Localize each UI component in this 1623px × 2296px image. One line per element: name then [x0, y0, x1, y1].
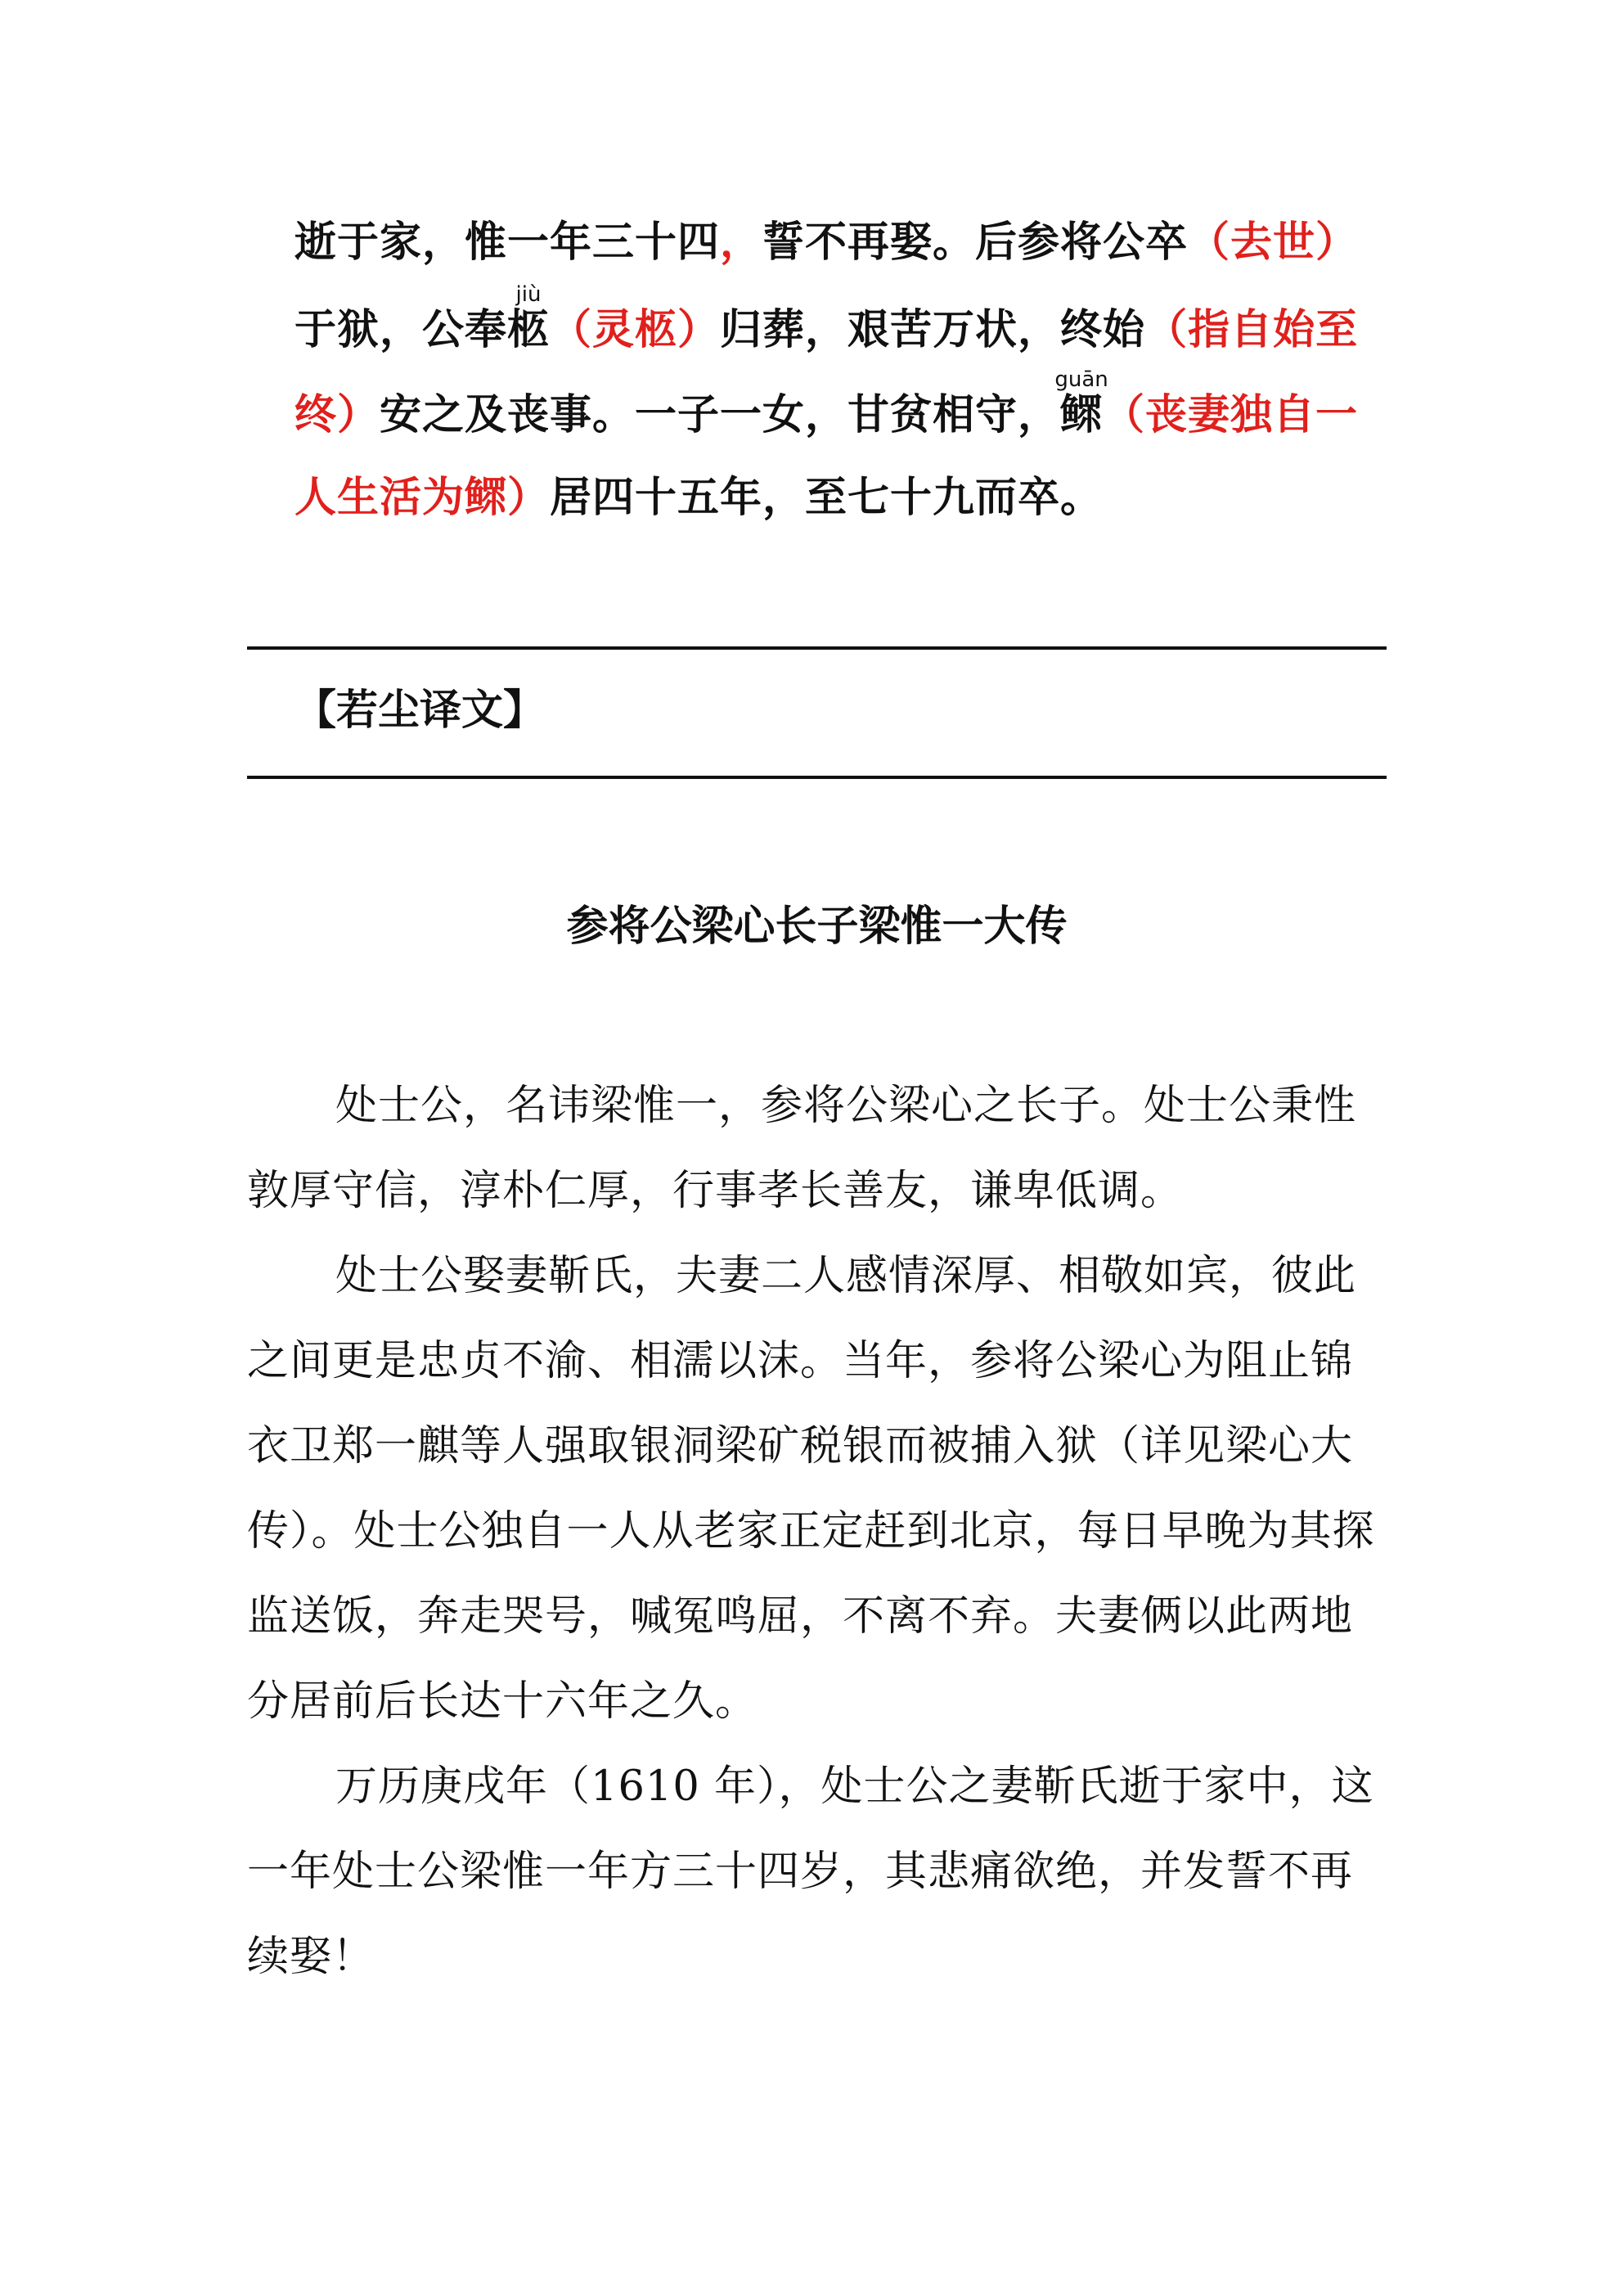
section-title: 【若尘译文】: [294, 686, 546, 735]
gloss-annotation: （去世）: [1188, 218, 1359, 267]
annotation-line: 人生活为鳏）居四十五年，至七十九而卒。: [294, 473, 1104, 522]
pinyin-ruby: 鳏guān: [1054, 367, 1108, 439]
paragraph: 处士公娶妻靳氏，夫妻二人感情深厚、相敬如宾，彼此之间更是忠贞不渝、相濡以沫。当年，参将公梁心为阻止锦衣卫郑一麒等人强取银洞梁矿税银而被捕入狱（详见梁心大传）。处士公独自一人从老家正定赶到北京，每日早晚为其探监送饭，奔走哭号，喊冤鸣屈，不离不弃。夫妻俩以此两地分居前后长达十六年之久。: [247, 1252, 1375, 1726]
gloss-annotation: 终）: [294, 390, 380, 439]
gloss-annotation: （指自始至: [1145, 305, 1359, 354]
paragraph: 处士公，名讳梁惟一，参将公梁心之长子。处士公秉性敦厚守信，淳朴仁厚，行事孝长善友，谦卑低调。: [247, 1082, 1357, 1215]
section-divider-top: [247, 646, 1387, 650]
pinyin-ruby: 柩jiù: [507, 282, 551, 354]
section-divider-bottom: [247, 776, 1387, 779]
article-title: 参将公梁心长子梁惟一大传: [566, 902, 1068, 951]
gloss-annotation: 人生活为鳏）: [294, 473, 551, 522]
annotation-line: 于狱，公奉柩jiù（灵柩）归葬，艰苦万状，终始（指自始至: [294, 282, 1359, 354]
gloss-annotation: （灵柩）: [550, 305, 721, 354]
annotation-line: 终）安之及丧事。一子一女，甘贫相守，鳏guān（丧妻独自一: [294, 367, 1359, 439]
annotation-line: 逝于家，惟一年三十四，誓不再娶。后参将公卒（去世）: [294, 218, 1359, 267]
paragraph: 万历庚戌年（1610 年），处士公之妻靳氏逝于家中，这一年处士公梁惟一年方三十四岁，其悲痛欲绝，并发誓不再续娶！: [247, 1763, 1374, 1981]
gloss-annotation: （丧妻独自一: [1103, 390, 1359, 439]
article-body: [247, 1064, 1387, 2000]
annotation-block: [294, 200, 1387, 540]
